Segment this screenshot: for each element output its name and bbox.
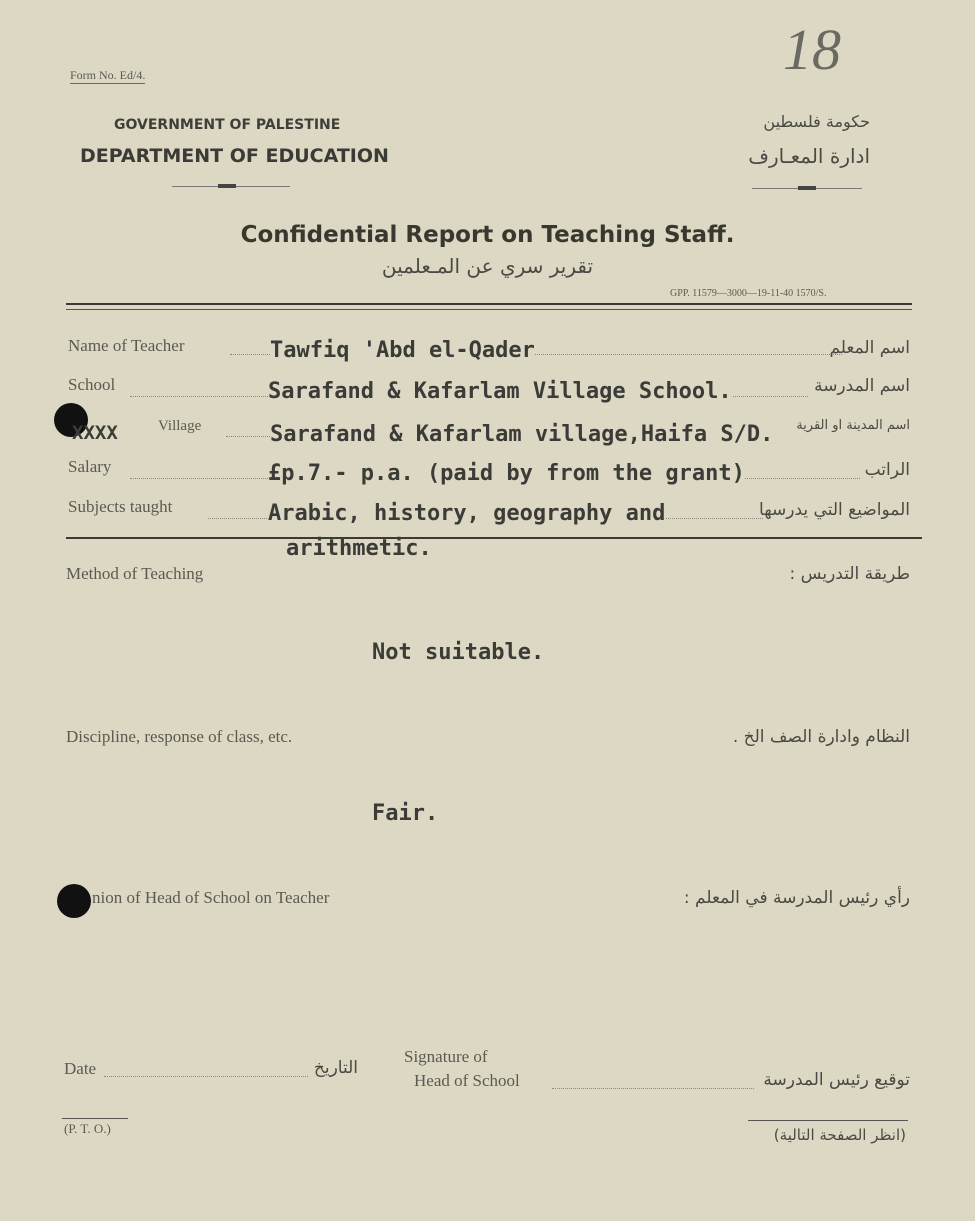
form-number: Form No. Ed/4. <box>70 68 146 82</box>
fields-bottom-rule <box>66 537 922 539</box>
label-method-of-teaching-ar: طريقة التدريس : <box>789 564 910 584</box>
footer-rule-right <box>748 1120 908 1121</box>
field-discipline: Fair. <box>372 801 439 826</box>
field-name-of-teacher: Tawfiq 'Abd el-Qader <box>270 338 535 363</box>
punch-hole-bottom <box>57 884 91 918</box>
label-salary: Salary <box>68 457 112 476</box>
dotted-line-signature <box>552 1088 754 1089</box>
label-signature-line2: Head of School <box>414 1071 520 1090</box>
footer-rule-left <box>62 1118 128 1119</box>
department-heading: DEPARTMENT OF EDUCATION <box>80 145 389 167</box>
label-subjects-taught: Subjects taught <box>68 497 173 516</box>
dotted-line-date <box>104 1076 308 1077</box>
government-heading-ar: حكومة فلسطين <box>763 112 870 131</box>
label-method-of-teaching: Method of Teaching <box>66 564 204 583</box>
label-school-ar: اسم المدرسة <box>814 376 910 396</box>
field-village: Sarafand & Kafarlam village,Haifa S/D. <box>270 422 774 447</box>
field-method-of-teaching: Not suitable. <box>372 640 545 665</box>
department-heading-ar: ادارة المعـارف <box>748 144 870 168</box>
pto-label: (P. T. O.) <box>64 1121 111 1136</box>
struck-label: XXXX <box>72 422 118 444</box>
header-rule-left-mark <box>218 184 236 188</box>
label-name-of-teacher: Name of Teacher <box>68 336 185 355</box>
header-rule-right-mark <box>798 186 816 190</box>
label-opinion-head-ar: رأي رئيس المدرسة في المعلم : <box>683 888 910 908</box>
title-rule-thick <box>66 303 912 305</box>
label-signature-line1: Signature of <box>404 1047 488 1066</box>
title-rule-thin <box>66 309 912 310</box>
field-salary: £p.7.- p.a. (paid by from the grant) <box>268 461 745 486</box>
label-discipline: Discipline, response of class, etc. <box>66 727 293 746</box>
government-heading: GOVERNMENT OF PALESTINE <box>114 117 341 133</box>
report-title: Confidential Report on Teaching Staff. <box>240 222 735 248</box>
field-subjects-taught: Arabic, history, geography and <box>268 501 666 526</box>
label-village: Village <box>158 418 202 434</box>
label-name-of-teacher-ar: اسم المعلم <box>829 338 910 358</box>
page-number-handwritten: 18 <box>783 17 841 82</box>
pto-label-ar: (انظر الصفحة التالية) <box>773 1126 906 1144</box>
field-subjects-taught-cont: arithmetic. <box>286 536 432 561</box>
label-date-ar: التاريخ <box>313 1058 358 1078</box>
label-village-ar: اسم المدينة او القرية <box>796 418 910 433</box>
field-school: Sarafand & Kafarlam Village School. <box>268 379 732 404</box>
label-subjects-taught-ar: المواضيع التي يدرسها <box>759 500 910 520</box>
label-date: Date <box>64 1059 97 1078</box>
label-signature-ar: توقيع رئيس المدرسة <box>763 1070 910 1090</box>
label-salary-ar: الراتب <box>864 460 910 480</box>
report-title-ar: تقرير سري عن المـعلمين <box>381 254 594 278</box>
label-opinion-head: nion of Head of School on Teacher <box>92 888 330 907</box>
print-code: GPP. 11579—3000—19-11-40 1570/S. <box>670 288 827 299</box>
label-discipline-ar: النظام وادارة الصف الخ . <box>732 727 910 747</box>
label-school: School <box>68 375 116 394</box>
